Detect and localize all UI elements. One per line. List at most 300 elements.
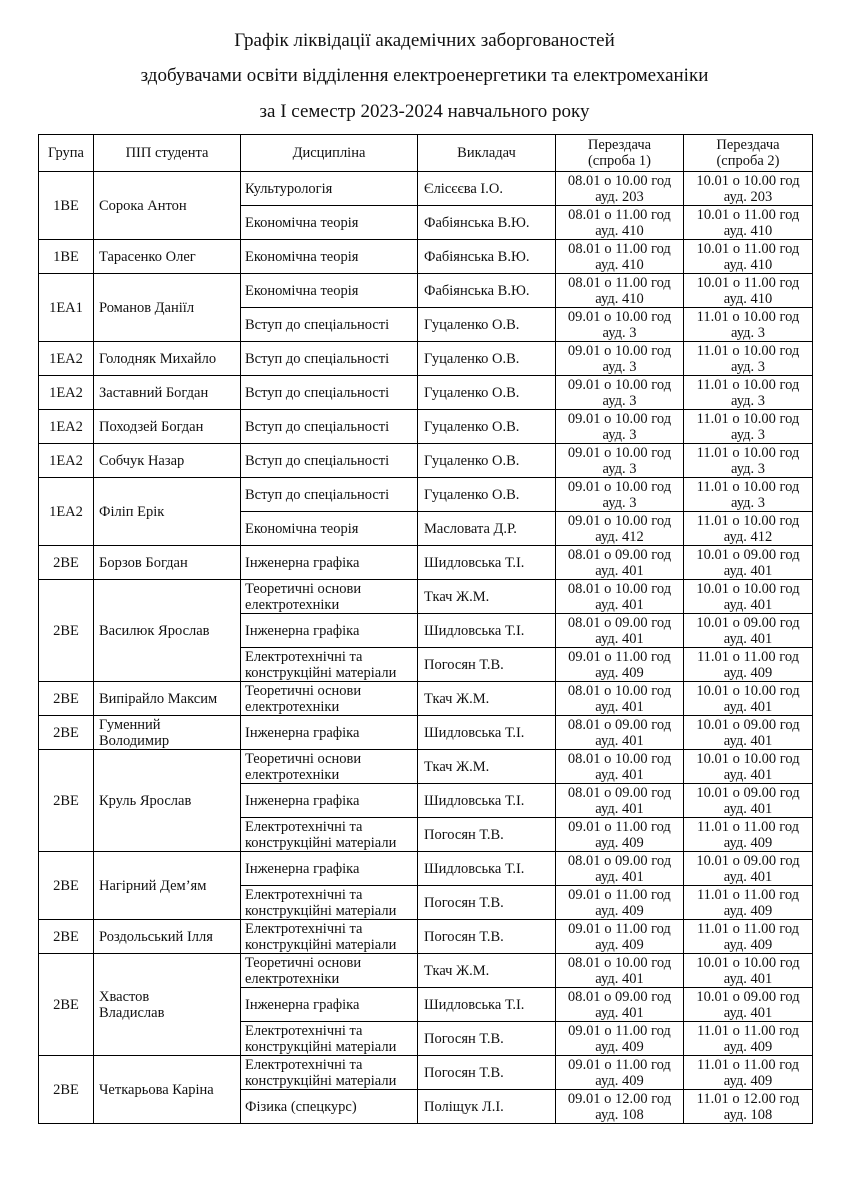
discipline-cell <box>241 1090 418 1124</box>
retake-1-cell <box>556 852 684 886</box>
discipline-line: конструкційні матеріали <box>245 1038 397 1055</box>
student-name-line: Нагірний Дем’ям <box>99 877 207 894</box>
teacher-cell <box>418 172 556 206</box>
retake-2-line: ауд. 203 <box>723 188 773 205</box>
group-cell <box>39 274 94 342</box>
table-row <box>39 852 813 886</box>
retake-2-cell <box>684 444 813 478</box>
retake-1-line: ауд. 3 <box>602 392 637 409</box>
student-name-cell <box>94 172 241 240</box>
discipline-cell <box>241 1022 418 1056</box>
retake-1-cell <box>556 1090 684 1124</box>
retake-1-cell <box>556 376 684 410</box>
retake-2-line: 11.01 о 11.00 год <box>696 818 800 835</box>
table-row <box>39 1056 813 1090</box>
teacher-name: Погосян Т.В. <box>424 928 504 945</box>
retake-1-line: ауд. 401 <box>595 596 644 613</box>
teacher-cell <box>418 1056 556 1090</box>
retake-1-line: ауд. 401 <box>595 970 644 987</box>
retake-2-line: 11.01 о 11.00 год <box>696 886 800 903</box>
header-retake-2 <box>684 135 813 172</box>
retake-1-cell <box>556 1022 684 1056</box>
discipline-cell <box>241 376 418 410</box>
retake-1-line: ауд. 401 <box>595 766 644 783</box>
retake-1-line: 09.01 о 10.00 год <box>567 410 672 427</box>
retake-2-line: ауд. 3 <box>731 324 765 341</box>
student-name-cell <box>94 954 241 1056</box>
group-cell <box>39 1056 94 1124</box>
discipline-cell <box>241 512 418 546</box>
retake-2-line: 10.01 о 10.00 год <box>696 580 800 597</box>
group-cell <box>39 716 94 750</box>
teacher-name: Гуцаленко О.В. <box>424 316 520 333</box>
discipline-line: Вступ до спеціальності <box>245 486 390 503</box>
retake-1-line: 08.01 о 10.00 год <box>567 750 672 767</box>
discipline-line: конструкційні матеріали <box>245 1072 397 1089</box>
retake-1-line: 09.01 о 11.00 год <box>568 1022 671 1039</box>
retake-2-line: 10.01 о 09.00 год <box>696 614 800 631</box>
group-cell <box>39 920 94 954</box>
teacher-name: Шидловська Т.І. <box>424 860 525 877</box>
discipline-line: Теоретичні основи <box>245 682 362 699</box>
table-row <box>39 444 813 478</box>
discipline-cell <box>241 206 418 240</box>
discipline-line: Електротехнічні та <box>245 1056 363 1073</box>
retake-2-line: ауд. 410 <box>723 290 773 307</box>
teacher-name: Шидловська Т.І. <box>424 622 525 639</box>
retake-2-cell <box>684 648 813 682</box>
group-cell <box>39 172 94 240</box>
group-value: 2ВЕ <box>53 690 79 707</box>
discipline-cell <box>241 886 418 920</box>
retake-2-cell <box>684 342 813 376</box>
retake-2-line: ауд. 410 <box>723 222 773 239</box>
teacher-cell <box>418 988 556 1022</box>
table-row <box>39 342 813 376</box>
retake-2-line: ауд. 401 <box>723 868 773 885</box>
retake-2-line: 11.01 о 10.00 год <box>696 478 800 495</box>
student-name-line: Романов Даніїл <box>99 299 195 316</box>
header-student: ПІП студента <box>94 135 241 172</box>
header-retake-1 <box>556 135 684 172</box>
discipline-line: конструкційні матеріали <box>245 936 397 953</box>
retake-2-line: 10.01 о 09.00 год <box>696 546 800 563</box>
retake-2-line: ауд. 409 <box>723 1072 773 1089</box>
table-body <box>39 172 813 1124</box>
table-row <box>39 920 813 954</box>
group-cell <box>39 342 94 376</box>
discipline-cell <box>241 1056 418 1090</box>
retake-1-line: ауд. 409 <box>595 664 644 681</box>
discipline-line: Вступ до спеціальності <box>245 350 390 367</box>
table-row <box>39 546 813 580</box>
student-name-cell <box>94 920 241 954</box>
table-row <box>39 954 813 988</box>
retake-1-line: ауд. 410 <box>595 222 644 239</box>
teacher-name: Гуцаленко О.В. <box>424 384 520 401</box>
retake-1-line: 08.01 о 10.00 год <box>567 954 672 971</box>
teacher-name: Гуцаленко О.В. <box>424 350 520 367</box>
retake-2-line: 10.01 о 09.00 год <box>696 852 800 869</box>
discipline-line: Електротехнічні та <box>245 818 363 835</box>
discipline-cell <box>241 172 418 206</box>
teacher-name: Погосян Т.В. <box>424 1030 504 1047</box>
table-row <box>39 682 813 716</box>
discipline-cell <box>241 716 418 750</box>
group-cell <box>39 580 94 682</box>
retake-1-line: ауд. 409 <box>595 834 644 851</box>
group-value: 2ВЕ <box>53 724 79 741</box>
schedule-table <box>38 134 813 1124</box>
retake-1-cell <box>556 342 684 376</box>
teacher-name: Єлісєєва І.О. <box>424 180 503 197</box>
group-cell <box>39 376 94 410</box>
teacher-name: Шидловська Т.І. <box>424 996 525 1013</box>
retake-2-cell <box>684 818 813 852</box>
retake-1-line: 08.01 о 09.00 год <box>567 784 672 801</box>
group-cell <box>39 954 94 1056</box>
retake-2-cell <box>684 750 813 784</box>
retake-2-cell <box>684 920 813 954</box>
retake-2-line: 10.01 о 09.00 год <box>696 988 800 1005</box>
group-cell <box>39 852 94 920</box>
retake-2-cell <box>684 852 813 886</box>
retake-2-line: 10.01 о 10.00 год <box>696 954 800 971</box>
retake-1-line: ауд. 3 <box>602 460 637 477</box>
retake-2-cell <box>684 512 813 546</box>
retake-2-line: ауд. 108 <box>723 1106 773 1123</box>
retake-1-cell <box>556 614 684 648</box>
group-cell <box>39 546 94 580</box>
retake-2-line: ауд. 401 <box>723 630 773 647</box>
teacher-name: Гуцаленко О.В. <box>424 486 520 503</box>
retake-1-line: 09.01 о 12.00 год <box>567 1090 672 1107</box>
retake-2-cell <box>684 376 813 410</box>
retake-1-line: ауд. 409 <box>595 902 644 919</box>
discipline-line: електротехніки <box>245 596 340 613</box>
teacher-name: Погосян Т.В. <box>424 894 504 911</box>
retake-2-line: ауд. 401 <box>723 562 773 579</box>
retake-2-line: ауд. 401 <box>723 800 773 817</box>
discipline-line: Електротехнічні та <box>245 886 363 903</box>
retake-1-line: 09.01 о 10.00 год <box>567 444 672 461</box>
retake-2-line: ауд. 3 <box>731 426 765 443</box>
document-title-line-2: здобувачами освіти відділення електроенергетики та електромеханіки <box>140 65 709 86</box>
teacher-cell <box>418 342 556 376</box>
retake-1-cell <box>556 648 684 682</box>
discipline-cell <box>241 274 418 308</box>
discipline-line: Культурологія <box>245 180 333 197</box>
teacher-name: Ткач Ж.М. <box>424 690 490 707</box>
group-value: 2ВЕ <box>53 877 79 894</box>
teacher-cell <box>418 852 556 886</box>
retake-2-cell <box>684 1022 813 1056</box>
table-header-row <box>39 135 813 172</box>
table-row <box>39 172 813 206</box>
retake-2-line: 10.01 о 09.00 год <box>696 784 800 801</box>
retake-2-line: 10.01 о 11.00 год <box>696 206 800 223</box>
student-name-line: Філіп Ерік <box>99 503 165 520</box>
teacher-cell <box>418 478 556 512</box>
retake-2-line: ауд. 3 <box>731 358 765 375</box>
retake-1-line: 09.01 о 10.00 год <box>567 478 672 495</box>
retake-1-line: ауд. 401 <box>595 698 644 715</box>
teacher-cell <box>418 648 556 682</box>
discipline-cell <box>241 818 418 852</box>
discipline-line: Економічна теорія <box>245 282 359 299</box>
retake-2-cell <box>684 478 813 512</box>
group-value: 2ВЕ <box>53 928 79 945</box>
retake-2-line: 11.01 о 11.00 год <box>696 1056 800 1073</box>
retake-1-line: ауд. 203 <box>595 188 644 205</box>
retake-2-line: 11.01 о 10.00 год <box>696 308 800 325</box>
student-name-line: Борзов Богдан <box>99 554 188 571</box>
retake-1-line: 08.01 о 10.00 год <box>567 580 672 597</box>
discipline-line: Вступ до спеціальності <box>245 316 390 333</box>
retake-1-line: ауд. 412 <box>595 528 644 545</box>
retake-2-line: 11.01 о 11.00 год <box>696 1022 800 1039</box>
teacher-name: Ткач Ж.М. <box>424 758 490 775</box>
retake-2-cell <box>684 546 813 580</box>
discipline-line: конструкційні матеріали <box>245 902 397 919</box>
student-name-line: Походзей Богдан <box>99 418 204 435</box>
discipline-cell <box>241 648 418 682</box>
retake-2-line: 11.01 о 10.00 год <box>696 512 800 529</box>
teacher-cell <box>418 580 556 614</box>
retake-1-cell <box>556 750 684 784</box>
student-name-line: Роздольський Ілля <box>99 928 213 945</box>
teacher-cell <box>418 1090 556 1124</box>
retake-1-line: 08.01 о 10.00 год <box>567 682 672 699</box>
student-name-cell <box>94 478 241 546</box>
discipline-cell <box>241 852 418 886</box>
student-name-line: Тарасенко Олег <box>99 248 196 265</box>
teacher-name: Поліщук Л.І. <box>424 1098 504 1115</box>
retake-1-cell <box>556 240 684 274</box>
retake-1-cell <box>556 512 684 546</box>
retake-2-cell <box>684 1090 813 1124</box>
teacher-cell <box>418 784 556 818</box>
retake-1-cell <box>556 784 684 818</box>
retake-1-line: ауд. 401 <box>595 630 644 647</box>
group-value: 2ВЕ <box>53 1081 79 1098</box>
teacher-name: Шидловська Т.І. <box>424 554 525 571</box>
teacher-name: Шидловська Т.І. <box>424 792 525 809</box>
discipline-line: конструкційні матеріали <box>245 834 397 851</box>
discipline-line: Економічна теорія <box>245 214 359 231</box>
retake-1-line: ауд. 401 <box>595 868 644 885</box>
retake-1-cell <box>556 546 684 580</box>
group-cell <box>39 240 94 274</box>
student-name-line: Четкарьова Каріна <box>99 1081 214 1098</box>
student-name-cell <box>94 240 241 274</box>
header-group: Група <box>39 135 94 172</box>
retake-1-line: 09.01 о 11.00 год <box>568 818 671 835</box>
discipline-cell <box>241 444 418 478</box>
retake-2-line: ауд. 409 <box>723 1038 773 1055</box>
retake-1-cell <box>556 308 684 342</box>
discipline-cell <box>241 478 418 512</box>
retake-1-line: ауд. 3 <box>602 358 637 375</box>
discipline-cell <box>241 580 418 614</box>
discipline-line: електротехніки <box>245 698 340 715</box>
discipline-line: Теоретичні основи <box>245 750 362 767</box>
retake-1-line: 08.01 о 11.00 год <box>568 274 671 291</box>
header-retake-2-line: (спроба 2) <box>716 153 780 169</box>
table-row <box>39 580 813 614</box>
discipline-line: Теоретичні основи <box>245 954 362 971</box>
retake-1-line: ауд. 410 <box>595 256 644 273</box>
discipline-line: Інженерна графіка <box>245 554 360 571</box>
retake-1-line: 09.01 о 11.00 год <box>568 920 671 937</box>
retake-2-line: ауд. 401 <box>723 1004 773 1021</box>
retake-1-line: 08.01 о 11.00 год <box>568 240 671 257</box>
retake-2-cell <box>684 988 813 1022</box>
discipline-line: Теоретичні основи <box>245 580 362 597</box>
discipline-line: Вступ до спеціальності <box>245 418 390 435</box>
teacher-name: Фабіянська В.Ю. <box>424 282 530 299</box>
discipline-line: конструкційні матеріали <box>245 664 397 681</box>
teacher-cell <box>418 274 556 308</box>
teacher-cell <box>418 444 556 478</box>
discipline-line: електротехніки <box>245 766 340 783</box>
retake-1-cell <box>556 444 684 478</box>
retake-2-cell <box>684 580 813 614</box>
teacher-name: Ткач Ж.М. <box>424 588 490 605</box>
retake-1-cell <box>556 1056 684 1090</box>
student-name-line: Круль Ярослав <box>99 792 192 809</box>
table-row <box>39 716 813 750</box>
group-value: 1ЕА2 <box>49 418 83 435</box>
header-discipline: Дисципліна <box>241 135 418 172</box>
retake-1-cell <box>556 988 684 1022</box>
retake-2-cell <box>684 206 813 240</box>
retake-2-cell <box>684 410 813 444</box>
retake-1-line: 08.01 о 09.00 год <box>567 546 672 563</box>
teacher-name: Ткач Ж.М. <box>424 962 490 979</box>
teacher-name: Погосян Т.В. <box>424 1064 504 1081</box>
teacher-cell <box>418 546 556 580</box>
student-name-line: Владислав <box>99 1004 165 1021</box>
discipline-cell <box>241 308 418 342</box>
discipline-cell <box>241 240 418 274</box>
teacher-cell <box>418 614 556 648</box>
retake-1-line: ауд. 409 <box>595 936 644 953</box>
retake-1-line: ауд. 108 <box>595 1106 644 1123</box>
retake-1-line: 09.01 о 11.00 год <box>568 648 671 665</box>
group-value: 1ЕА2 <box>49 503 83 520</box>
retake-1-line: ауд. 401 <box>595 1004 644 1021</box>
retake-1-cell <box>556 886 684 920</box>
retake-2-cell <box>684 274 813 308</box>
header-retake-1-line: (спроба 1) <box>587 153 652 169</box>
discipline-cell <box>241 614 418 648</box>
retake-2-line: 10.01 о 10.00 год <box>696 750 800 767</box>
discipline-cell <box>241 410 418 444</box>
discipline-cell <box>241 750 418 784</box>
discipline-line: Електротехнічні та <box>245 648 363 665</box>
retake-1-line: ауд. 409 <box>595 1038 644 1055</box>
student-name-cell <box>94 1056 241 1124</box>
retake-2-line: ауд. 401 <box>723 732 773 749</box>
discipline-line: Фізика (спецкурс) <box>245 1098 357 1115</box>
retake-2-line: 10.01 о 09.00 год <box>696 716 800 733</box>
retake-1-line: 08.01 о 09.00 год <box>567 852 672 869</box>
teacher-cell <box>418 240 556 274</box>
retake-1-cell <box>556 274 684 308</box>
student-name-cell <box>94 750 241 852</box>
retake-2-line: 10.01 о 10.00 год <box>696 682 800 699</box>
retake-2-line: 10.01 о 11.00 год <box>696 274 800 291</box>
header-retake-1-line: Перездача <box>587 137 652 153</box>
retake-1-cell <box>556 478 684 512</box>
teacher-cell <box>418 920 556 954</box>
retake-2-line: 11.01 о 11.00 год <box>696 920 800 937</box>
retake-1-line: 09.01 о 10.00 год <box>567 342 672 359</box>
retake-2-line: ауд. 401 <box>723 698 773 715</box>
group-cell <box>39 478 94 546</box>
retake-2-line: 11.01 о 10.00 год <box>696 376 800 393</box>
teacher-cell <box>418 376 556 410</box>
discipline-cell <box>241 546 418 580</box>
retake-2-line: 11.01 о 10.00 год <box>696 342 800 359</box>
retake-2-line: ауд. 3 <box>731 494 765 511</box>
student-name-line: Голодняк Михайло <box>99 350 217 367</box>
teacher-cell <box>418 1022 556 1056</box>
group-value: 2ВЕ <box>53 622 79 639</box>
discipline-line: Електротехнічні та <box>245 1022 363 1039</box>
retake-2-line: ауд. 412 <box>723 528 773 545</box>
retake-1-cell <box>556 716 684 750</box>
retake-1-cell <box>556 172 684 206</box>
teacher-cell <box>418 512 556 546</box>
retake-2-line: ауд. 3 <box>731 392 765 409</box>
teacher-cell <box>418 750 556 784</box>
discipline-line: Інженерна графіка <box>245 724 360 741</box>
table-row <box>39 274 813 308</box>
retake-1-cell <box>556 818 684 852</box>
retake-2-cell <box>684 784 813 818</box>
retake-2-line: ауд. 409 <box>723 834 773 851</box>
discipline-line: Вступ до спеціальності <box>245 384 390 401</box>
retake-1-line: 08.01 о 10.00 год <box>567 172 672 189</box>
teacher-cell <box>418 410 556 444</box>
table-row <box>39 240 813 274</box>
retake-2-cell <box>684 716 813 750</box>
discipline-line: Інженерна графіка <box>245 996 360 1013</box>
retake-2-line: ауд. 409 <box>723 664 773 681</box>
teacher-name: Шидловська Т.І. <box>424 724 525 741</box>
retake-1-cell <box>556 206 684 240</box>
student-name-cell <box>94 274 241 342</box>
retake-2-line: 11.01 о 11.00 год <box>696 648 800 665</box>
teacher-name: Масловата Д.Р. <box>424 520 517 537</box>
retake-1-line: 08.01 о 09.00 год <box>567 716 672 733</box>
discipline-line: Інженерна графіка <box>245 860 360 877</box>
teacher-name: Гуцаленко О.В. <box>424 418 520 435</box>
document-title-line-3: за І семестр 2023-2024 навчального року <box>259 101 590 122</box>
group-value: 1ВЕ <box>53 248 79 265</box>
teacher-name: Погосян Т.В. <box>424 656 504 673</box>
discipline-cell <box>241 920 418 954</box>
discipline-cell <box>241 682 418 716</box>
teacher-cell <box>418 818 556 852</box>
retake-1-cell <box>556 954 684 988</box>
retake-1-line: ауд. 401 <box>595 562 644 579</box>
student-name-cell <box>94 444 241 478</box>
retake-1-line: 09.01 о 10.00 год <box>567 512 672 529</box>
teacher-cell <box>418 308 556 342</box>
